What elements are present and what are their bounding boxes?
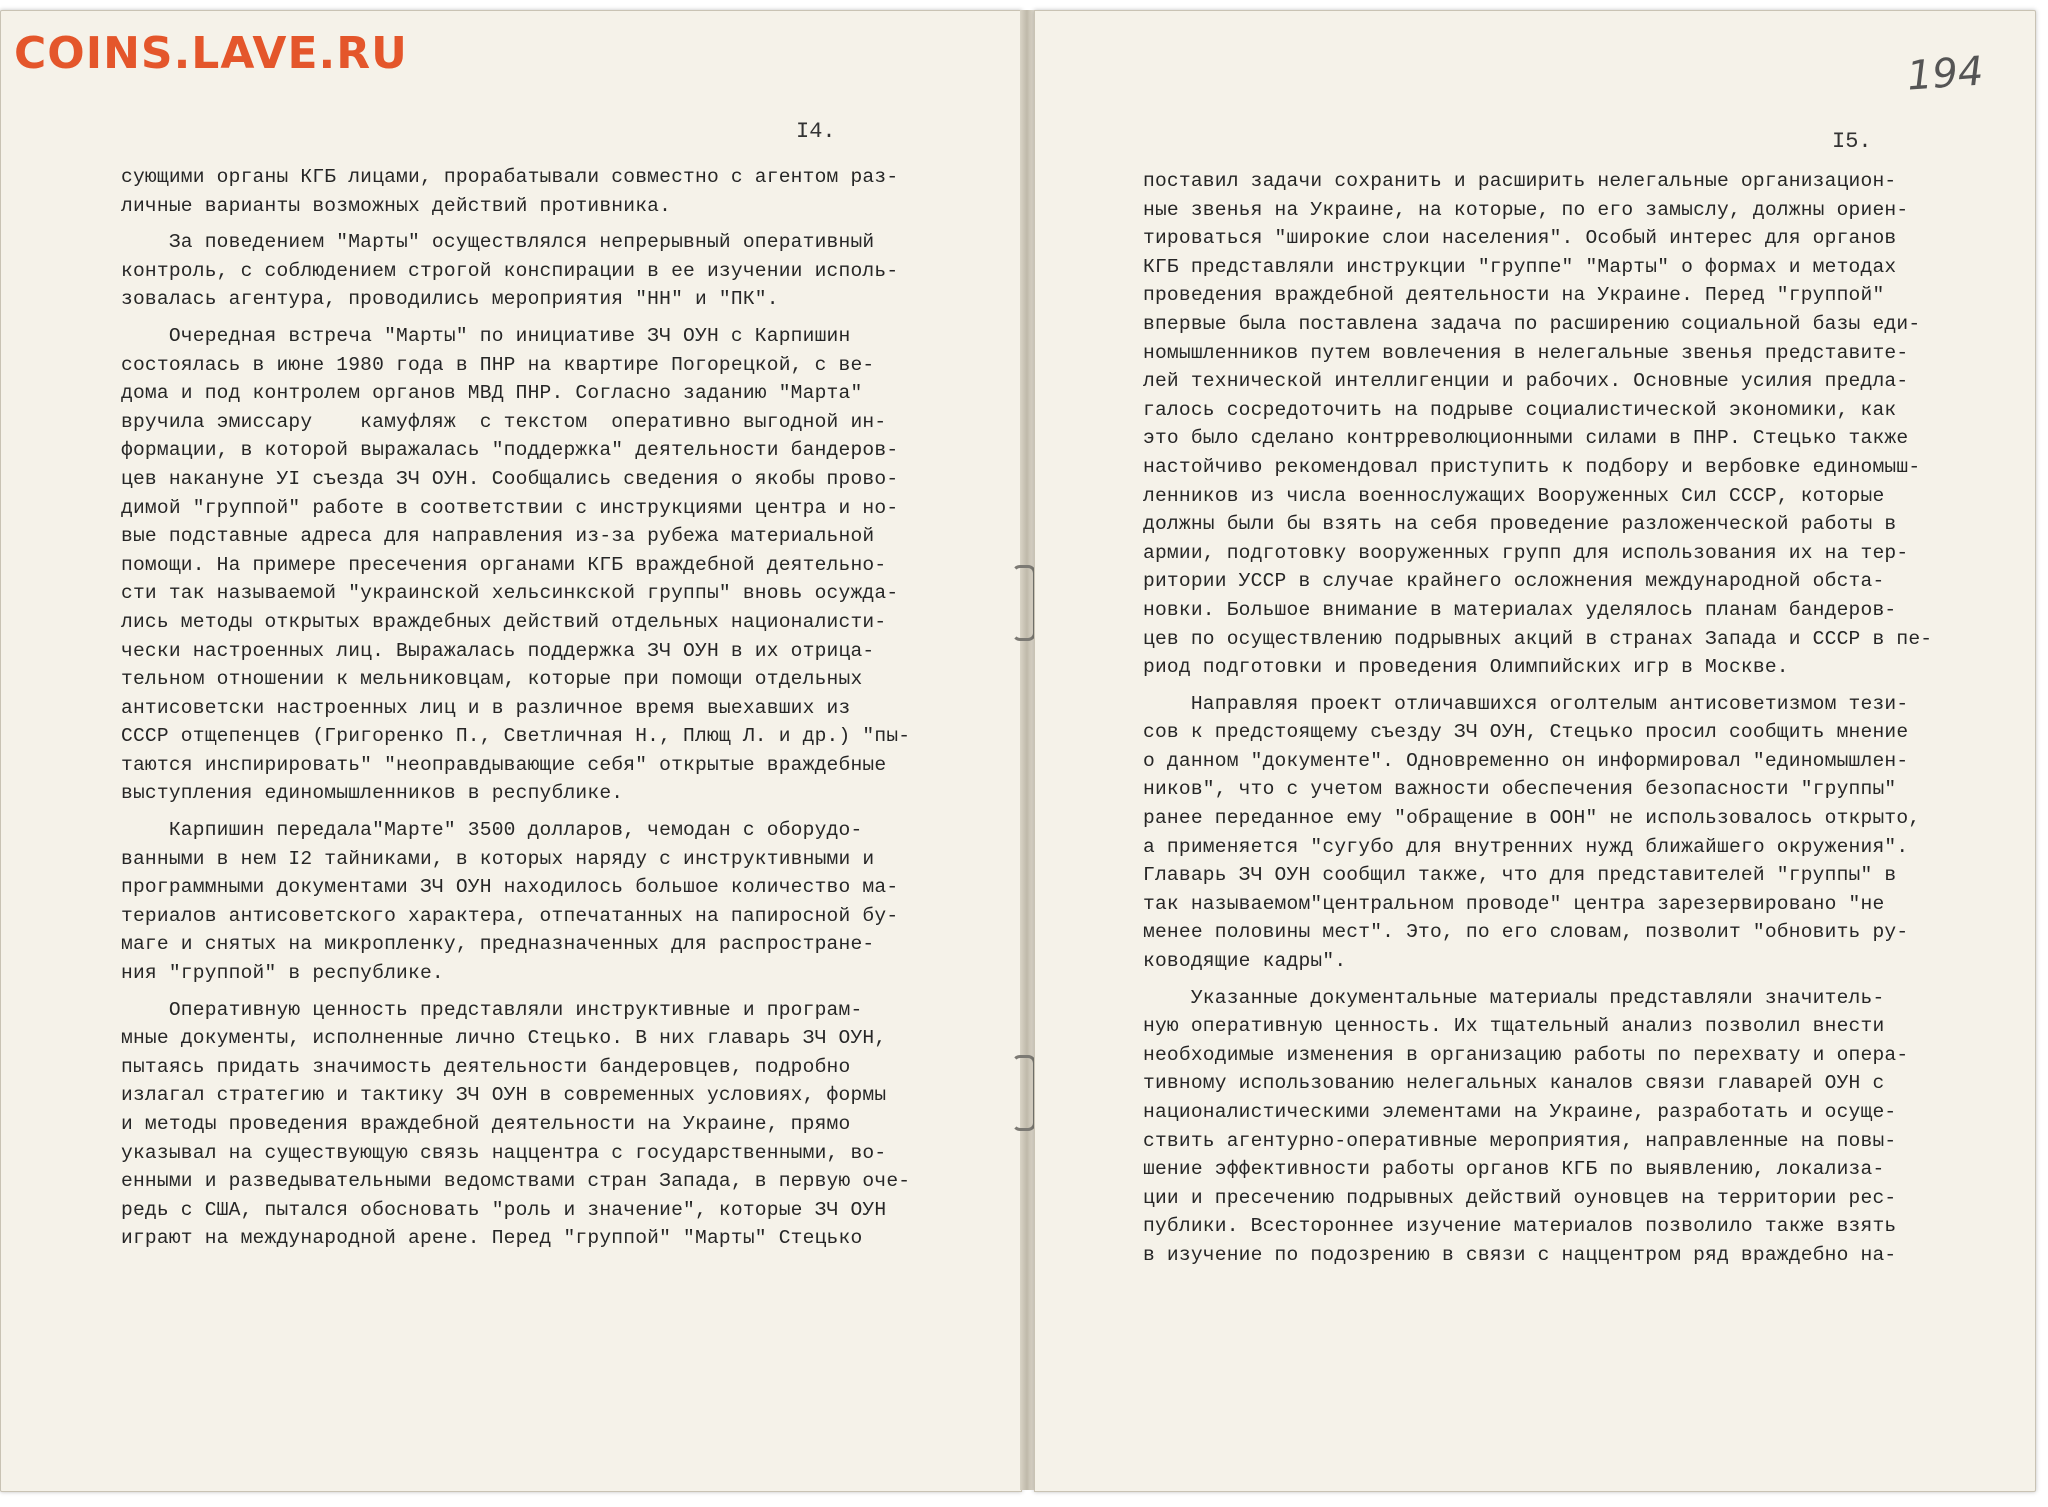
text-line: сов к предстоящему съезду ЗЧ ОУН, Стецько просил сообщить мнение xyxy=(1143,721,1909,744)
paragraph-gap xyxy=(121,220,921,228)
text-line: енными и разведывательными ведомствами стран Запада, в первую оче- xyxy=(121,1170,911,1193)
watermark-logo: COINS.LAVE.RU xyxy=(14,28,408,79)
text-line: ствить агентурно-оперативные мероприятия, направленные на повы- xyxy=(1143,1129,1897,1152)
text-line: дома и под контролем органов МВД ПНР. Согласно заданию "Марта" xyxy=(121,382,863,405)
paragraph-gap xyxy=(121,314,921,322)
text-line: териалов антисоветского характера, отпечатанных на папиросной бу- xyxy=(121,904,899,927)
text-line: армии, подготовку вооруженных групп для использования их на тер- xyxy=(1143,541,1909,564)
text-line: маге и снятых на микропленку, предназначенных для распростране- xyxy=(121,933,875,956)
text-line: лей технической интеллигенции и рабочих. Основные усилия предла- xyxy=(1143,370,1909,393)
text-line: сти так называемой "украинской хельсинкской группы" вновь осужда- xyxy=(121,582,899,605)
paragraph-gap xyxy=(121,988,921,996)
text-line: необходимые изменения в организацию работы по перехвату и опера- xyxy=(1143,1043,1909,1066)
text-line: вые подставные адреса для направления из-за рубежа материальной xyxy=(121,525,875,548)
text-line: это было сделано контрреволюционными силами в ПНР. Стецько также xyxy=(1143,427,1909,450)
text-line: шение эффективности работы органов КГБ по выявлению, локализа- xyxy=(1143,1158,1885,1181)
text-line: указывал на существующую связь наццентра с государственными, во- xyxy=(121,1141,887,1164)
text-line: поставил задачи сохранить и расширить нелегальные организацион- xyxy=(1143,170,1897,192)
text-line: ные звенья на Украине, на которые, по его замыслу, должны ориен- xyxy=(1143,198,1909,221)
text-line: националистическими элементами на Украине, разработать и осуще- xyxy=(1143,1101,1897,1123)
text-line: ководящие кадры". xyxy=(1143,950,1347,973)
text-line: проведения враждебной деятельности на Украине. Перед "группой" xyxy=(1143,284,1885,307)
paragraph-gap xyxy=(1143,682,2003,690)
text-line: Карпишин передала"Марте" 3500 долларов, чемодан с оборудо- xyxy=(121,819,863,842)
text-line: новки. Большое внимание в материалах уделялось планам бандеров- xyxy=(1143,598,1897,621)
text-line: мные документы, исполненные лично Стецько. В них главарь ЗЧ ОУН, xyxy=(121,1027,887,1050)
right-page xyxy=(1034,10,2036,1492)
text-line: цев накануне УI съезда ЗЧ ОУН. Сообщались сведения о якобы прово- xyxy=(121,467,899,490)
text-line: помощи. На примере пресечения органами КГБ враждебной деятельно- xyxy=(121,553,887,576)
text-line: ную оперативную ценность. Их тщательный анализ позволил внести xyxy=(1143,1015,1885,1038)
text-line: Указанные документальные материалы представляли значитель- xyxy=(1143,986,1885,1009)
text-line: тельном отношении к мельниковцам, которые при помощи отдельных xyxy=(121,668,863,691)
text-line: ранее переданное ему "обращение в ООН" не использовалось открыто, xyxy=(1143,807,1921,830)
staple xyxy=(1012,1055,1036,1131)
text-line: тироваться "широкие слои населения". Особый интерес для органов xyxy=(1143,227,1897,250)
text-line: в изучение по подозрению в связи с наццентром ряд враждебно на- xyxy=(1143,1243,1897,1266)
text-line: контроль, с соблюдением строгой конспирации в ее изучении исполь- xyxy=(121,259,899,282)
left-page xyxy=(0,10,1022,1492)
text-line: ния "группой" в республике. xyxy=(121,962,444,985)
text-line: Направляя проект отличавшихся оголтелым антисоветизмом тези- xyxy=(1143,692,1909,715)
handwritten-page-number: 194 xyxy=(1905,48,1985,100)
text-line: ритории УССР в случае крайнего осложнения международной обста- xyxy=(1143,570,1885,593)
text-line: должны были бы взять на себя проведение разложенческой работы в xyxy=(1143,513,1897,536)
text-line: излагал стратегию и тактику ЗЧ ОУН в современных условиях, формы xyxy=(121,1084,887,1107)
text-line: номышленников путем вовлечения в нелегальные звенья представите- xyxy=(1143,341,1909,364)
text-line: формации, в которой выражалась "поддержка" деятельности бандеров- xyxy=(121,439,899,462)
text-line: лись методы открытых враждебных действий отдельных националисти- xyxy=(121,610,887,633)
text-line: ников", что с учетом важности обеспечения безопасности "группы" xyxy=(1143,778,1897,801)
text-line: Очередная встреча "Марты" по инициативе ЗЧ ОУН с Карпишин xyxy=(121,324,851,347)
text-line: галось сосредоточить на подрыве социалистической экономики, как xyxy=(1143,398,1897,421)
staple xyxy=(1012,565,1036,641)
text-line: и методы проведения враждебной деятельности на Украине, прямо xyxy=(121,1113,851,1135)
text-line: впервые была поставлена задача по расширению социальной базы еди- xyxy=(1143,312,1921,335)
text-line: вручила эмиссару камуфляж с текстом оперативно выгодной ин- xyxy=(121,410,887,433)
text-line: За поведением "Марты" осуществлялся непрерывный оперативный xyxy=(121,231,875,254)
text-line: СССР отщепенцев (Григоренко П., Светличная Н., Плющ Л. и др.) "пы- xyxy=(121,725,911,748)
text-line: так называемом"центральном проводе" центра зарезервировано "не xyxy=(1143,892,1885,915)
text-line: КГБ представляли инструкции "группе" "Марты" о формах и методах xyxy=(1143,255,1897,278)
text-line: чески настроенных лиц. Выражалась поддержка ЗЧ ОУН в их отрица- xyxy=(121,639,875,662)
text-line: риод подготовки и проведения Олимпийских игр в Москве. xyxy=(1143,656,1789,679)
text-line: состоялась в июне 1980 года в ПНР на квартире Погорецкой, с ве- xyxy=(121,353,875,376)
text-line: цев по осуществлению подрывных акций в странах Запада и СССР в пе- xyxy=(1143,627,1933,650)
text-line: таются инспирировать" "неоправдывающие себя" открытые враждебные xyxy=(121,753,887,776)
text-line: пытаясь придать значимость деятельности бандеровцев, подробно xyxy=(121,1055,851,1078)
text-line: редь с США, пытался обосновать "роль и значение", которые ЗЧ ОУН xyxy=(121,1198,887,1221)
right-page-text xyxy=(1143,167,2003,1270)
text-line: сующими органы КГБ лицами, прорабатывали совместно с агентом раз- xyxy=(121,166,899,188)
text-line: димой "группой" работе в соответствии с инструкциями центра и но- xyxy=(121,496,899,519)
paragraph-gap xyxy=(121,808,921,816)
text-line: а применяется "сугубо для внутренних нужд ближайшего окружения". xyxy=(1143,835,1909,858)
left-page-text xyxy=(121,163,921,1253)
text-line: Оперативную ценность представляли инструктивные и програм- xyxy=(121,998,863,1021)
text-line: личные варианты возможных действий противника. xyxy=(121,194,672,217)
text-line: настойчиво рекомендовал приступить к подбору и вербовке единомыш- xyxy=(1143,455,1921,478)
text-line: тивному использованию нелегальных каналов связи главарей ОУН с xyxy=(1143,1072,1885,1095)
text-line: антисоветски настроенных лиц и в различное время выехавших из xyxy=(121,696,851,719)
text-line: играют на международной арене. Перед "группой" "Марты" Стецько xyxy=(121,1227,863,1250)
text-line: ции и пресечению подрывных действий оуновцев на территории рес- xyxy=(1143,1186,1897,1209)
text-line: менее половины мест". Это, по его словам, позволит "обновить ру- xyxy=(1143,921,1909,944)
text-line: ленников из числа военнослужащих Вооруженных Сил СССР, которые xyxy=(1143,484,1885,507)
paragraph-gap xyxy=(1143,976,2003,984)
text-line: публики. Всестороннее изучение материалов позволило также взять xyxy=(1143,1215,1897,1238)
text-line: Главарь ЗЧ ОУН сообщил также, что для представителей "группы" в xyxy=(1143,864,1897,887)
page-number: I4. xyxy=(796,119,836,144)
page-number: I5. xyxy=(1832,129,1872,154)
text-line: ванными в нем I2 тайниками, в которых наряду с инструктивными и xyxy=(121,847,875,870)
text-line: программными документами ЗЧ ОУН находилось большое количество ма- xyxy=(121,876,899,899)
text-line: зовалась агентура, проводились мероприятия "НН" и "ПК". xyxy=(121,288,779,311)
text-line: о данном "документе". Одновременно он информировал "единомышлен- xyxy=(1143,749,1909,772)
book-gutter xyxy=(1020,10,1034,1490)
text-line: выступления единомышленников в республике. xyxy=(121,782,624,805)
